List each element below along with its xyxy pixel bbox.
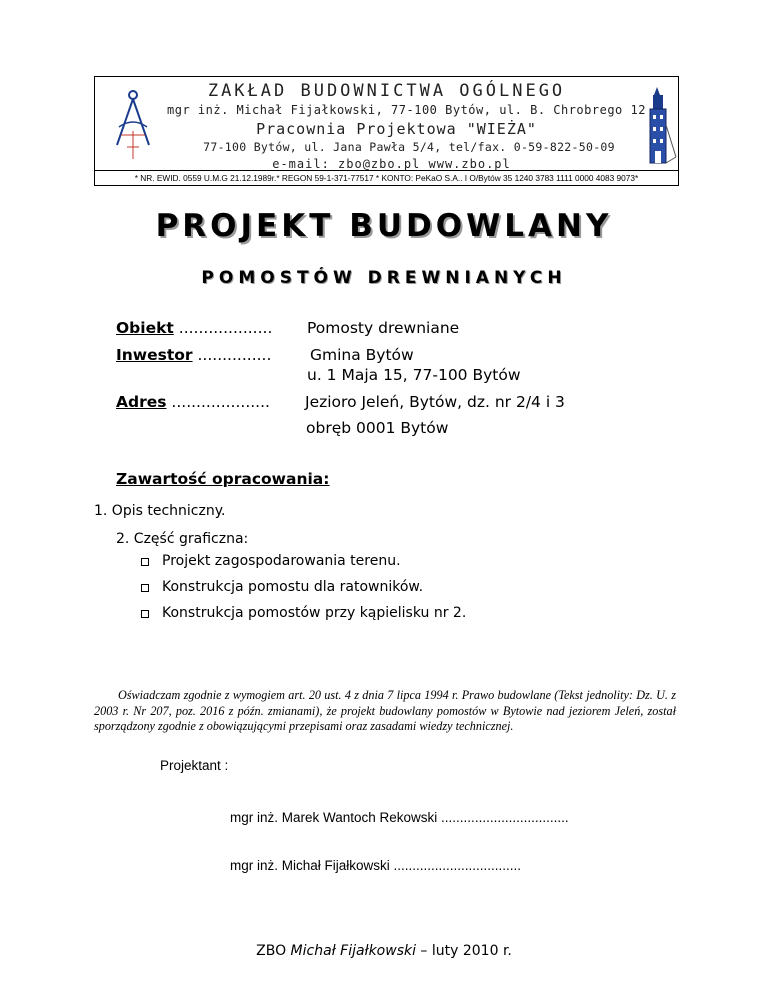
studio-name: Pracownia Projektowa "WIEŻA": [256, 120, 537, 138]
square-bullet-icon: [141, 558, 149, 566]
obiekt-row: [116, 319, 272, 337]
footer-author: Michał Fijałkowski: [290, 943, 416, 959]
letterhead: [94, 76, 679, 186]
inwestor-value-2: u. 1 Maja 15, 77-100 Bytów: [307, 366, 521, 384]
obiekt-value: Pomosty drewniane: [307, 319, 460, 337]
footer-date: – luty 2010 r.: [415, 943, 512, 959]
adres-dots: ....................: [171, 393, 270, 411]
adres-label: Adres: [116, 393, 167, 411]
tower-logo-icon: [643, 85, 677, 165]
inwestor-dots: ...............: [197, 346, 272, 364]
square-bullet-icon: [141, 584, 149, 592]
obiekt-dots: ...................: [178, 319, 273, 337]
contents-item-1: 1. Opis techniczny.: [94, 503, 226, 519]
list-item-label: Konstrukcja pomostu dla ratowników.: [162, 579, 424, 595]
document-title: PROJEKT BUDOWLANY: [155, 208, 613, 244]
registration-bar: * NR. EWID. 0559 U.M.G 21.12.1989r.* REGON 59-1-371-77517 * KONTO: PeKaO S.A.. I O/Bytów 35 1240 3783 1111 0000 4083 9073*: [95, 170, 678, 185]
company-name: ZAKŁAD BUDOWNICTWA OGÓLNEGO: [207, 81, 566, 101]
footer-prefix: ZBO: [256, 943, 291, 959]
inwestor-value-1: Gmina Bytów: [310, 346, 414, 364]
obiekt-label: Obiekt: [116, 319, 174, 337]
document-subtitle: POMOSTÓW DREWNIANYCH: [201, 268, 567, 288]
footer: [0, 943, 768, 959]
adres-value-2: obręb 0001 Bytów: [306, 419, 449, 437]
list-item-label: Konstrukcja pomostów przy kąpielisku nr 2.: [162, 605, 467, 621]
designer-label: Projektant :: [160, 758, 229, 773]
inwestor-label: Inwestor: [116, 346, 193, 364]
declaration-text: Oświadczam zgodnie z wymogiem art. 20 ust. 4 z dnia 7 lipca 1994 r. Prawo budowlane (Tekst jednolity: Dz. U. z 2003 r. Nr 207, poz. 2016 z późn. zmianami), że projekt budowlany pomostów w Bytowie nad jeziorem Jeleń, został sporządzony zgodnie z obowiązującymi przepisami oraz zasadami wiedzy technicznej.: [94, 688, 676, 733]
adres-value-1: Jezioro Jeleń, Bytów, dz. nr 2/4 i 3: [305, 393, 565, 411]
adres-row: [116, 393, 270, 411]
list-item-label: Projekt zagospodarowania terenu.: [162, 553, 401, 569]
owner-address: mgr inż. Michał Fijałkowski, 77-100 Bytów, ul. B. Chrobrego 12: [167, 103, 646, 117]
email-web: e-mail: zbo@zbo.pl www.zbo.pl: [272, 157, 511, 171]
declaration-paragraph: [94, 688, 676, 735]
signature-line-2: mgr inż. Michał Fijałkowski ..................................: [230, 858, 522, 873]
square-bullet-icon: [141, 610, 149, 618]
list-item: [141, 605, 541, 627]
contents-heading: Zawartość opracowania:: [116, 470, 330, 488]
contents-item-2: 2. Część graficzna:: [116, 531, 249, 547]
studio-address: 77-100 Bytów, ul. Jana Pawła 5/4, tel/fax. 0-59-822-50-09: [203, 140, 615, 154]
signature-line-1: mgr inż. Marek Wantoch Rekowski ..................................: [230, 810, 569, 825]
list-item: [141, 579, 541, 601]
inwestor-row: [116, 346, 271, 364]
list-item: [141, 553, 541, 575]
